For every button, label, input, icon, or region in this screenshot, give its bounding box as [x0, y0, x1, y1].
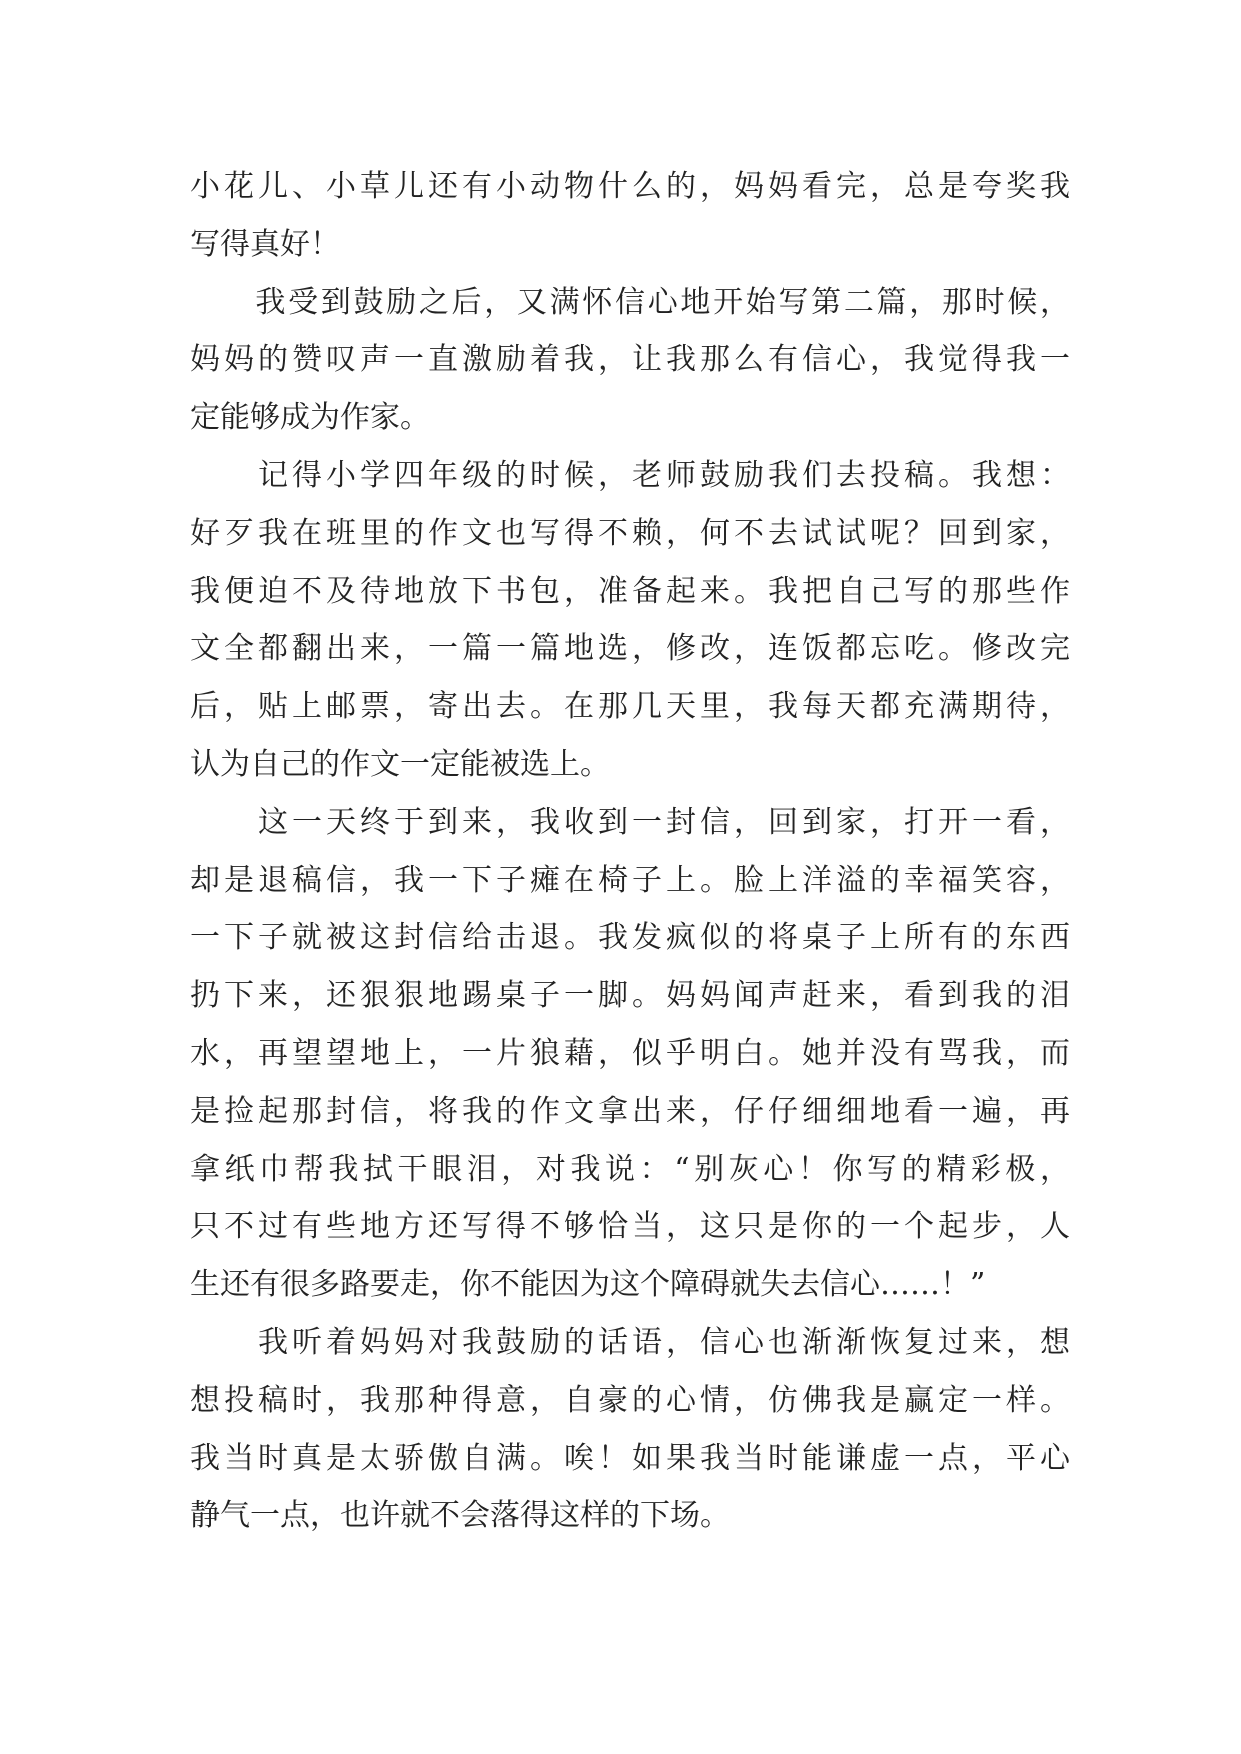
- text-line: 好歹我在班里的作文也写得不赖，何不去试试呢？回到家，: [190, 515, 1070, 551]
- text-line: 扔下来，还狠狠地踢桌子一脚。妈妈闻声赶来，看到我的泪: [190, 978, 1070, 1014]
- text-line: 我便迫不及待地放下书包，准备起来。我把自己写的那些作: [190, 573, 1070, 609]
- text-line: 静气一点，也许就不会落得这样的下场。: [190, 1498, 730, 1534]
- text-line: 生还有很多路要走，你不能因为这个障碍就失去信心……！”: [190, 1267, 986, 1303]
- text-line: 水，再望望地上，一片狼藉，似乎明白。她并没有骂我，而: [190, 1035, 1070, 1071]
- text-line: 我受到鼓励之后，又满怀信心地开始写第二篇，那时候，: [190, 284, 1070, 320]
- text-line: 小花儿、小草儿还有小动物什么的，妈妈看完，总是夸奖我: [190, 169, 1070, 204]
- text-line: 我听着妈妈对我鼓励的话语，信心也渐渐恢复过来，想: [190, 1324, 1070, 1360]
- text-line: 后，贴上邮票，寄出去。在那几天里，我每天都充满期待，: [190, 689, 1070, 725]
- text-line: 想投稿时，我那种得意，自豪的心情，仿佛我是赢定一样。: [190, 1382, 1070, 1418]
- text-line: 一下子就被这封信给击退。我发疯似的将桌子上所有的东西: [190, 920, 1070, 956]
- document-body: [190, 158, 1070, 1545]
- text-line: 认为自己的作文一定能被选上。: [190, 746, 610, 782]
- text-line: 拿纸巾帮我拭干眼泪，对我说：“别灰心！你写的精彩极，: [190, 1151, 1070, 1187]
- text-line: 文全都翻出来，一篇一篇地选，修改，连饭都忘吃。修改完: [190, 631, 1070, 667]
- text-line: 妈妈的赞叹声一直激励着我，让我那么有信心，我觉得我一: [190, 342, 1070, 378]
- text-line: 定能够成为作家。: [190, 400, 430, 436]
- text-line: 这一天终于到来，我收到一封信，回到家，打开一看，: [190, 804, 1070, 840]
- text-line: 只不过有些地方还写得不够恰当，这只是你的一个起步，人: [190, 1209, 1070, 1245]
- text-line: 写得真好！: [190, 226, 340, 262]
- text-line: 是捡起那封信，将我的作文拿出来，仔仔细细地看一遍，再: [190, 1093, 1070, 1129]
- text-line: 我当时真是太骄傲自满。唉！如果我当时能谦虚一点，平心: [190, 1440, 1070, 1476]
- text-line: 却是退稿信，我一下子瘫在椅子上。脸上洋溢的幸福笑容，: [190, 862, 1070, 898]
- text-line: 记得小学四年级的时候，老师鼓励我们去投稿。我想：: [190, 457, 1070, 493]
